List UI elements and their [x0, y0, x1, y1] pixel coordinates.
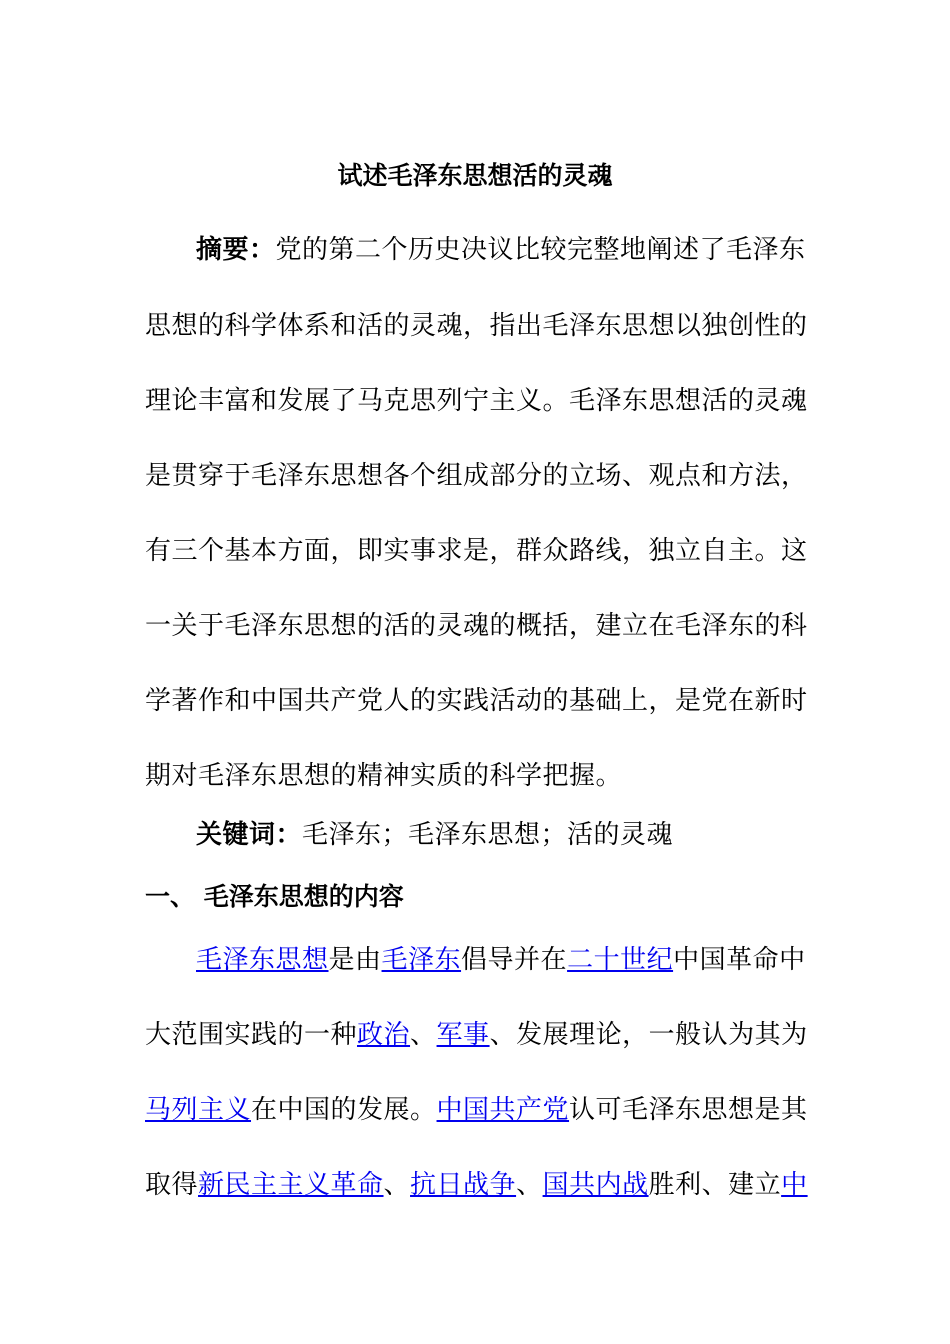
abstract-line-5: 有三个基本方面，即实事求是，群众路线，独立自主。这 — [145, 536, 808, 566]
link-anti-japanese-war[interactable]: 抗日战争 — [410, 1170, 517, 1200]
keywords-line — [196, 815, 810, 855]
text-span: 认可毛泽东思想是其 — [569, 1095, 808, 1125]
abstract-line-3: 理论丰富和发展了马克思列宁主义。毛泽东思想活的灵魂 — [145, 386, 808, 416]
abstract-line-6: 一关于毛泽东思想的活的灵魂的概括，建立在毛泽东的科 — [145, 611, 808, 641]
text-span: 、 — [410, 1020, 437, 1050]
text-span: 、 — [516, 1170, 543, 1200]
link-ccp[interactable]: 中国共产党 — [436, 1095, 570, 1125]
keywords-label: 关键词： — [196, 820, 303, 850]
abstract-label: 摘要： — [196, 235, 276, 265]
abstract-text-1: 党的第二个历史决议比较完整地阐述了毛泽东 — [275, 235, 806, 265]
abstract-line-2: 思想的科学体系和活的灵魂，指出毛泽东思想以独创性的 — [145, 311, 808, 341]
text-span: 中国革命中 — [673, 945, 806, 975]
link-mao[interactable]: 毛泽东 — [381, 945, 462, 975]
section-heading: 一、 毛泽东思想的内容 — [145, 882, 404, 911]
text-span: 在中国的发展。 — [251, 1095, 437, 1125]
keywords-text: 毛泽东；毛泽东思想；活的灵魂 — [302, 820, 674, 850]
text-span: 、 — [383, 1170, 411, 1200]
text-span: 、发展理论，一般认为其为 — [489, 1020, 808, 1050]
abstract-line-8: 期对毛泽东思想的精神实质的科学把握。 — [145, 761, 623, 791]
link-china-truncated[interactable]: 中 — [781, 1170, 808, 1200]
abstract-line-7: 学著作和中国共产党人的实践活动的基础上，是党在新时 — [145, 686, 808, 716]
paragraph-line-3 — [145, 1090, 810, 1130]
link-military[interactable]: 军事 — [436, 1020, 490, 1050]
abstract-line-1 — [196, 230, 810, 270]
text-span: 大范围实践的一种 — [145, 1020, 358, 1050]
link-politics[interactable]: 政治 — [357, 1020, 411, 1050]
document-title: 试述毛泽东思想活的灵魂 — [337, 161, 613, 190]
link-new-democratic-revolution[interactable]: 新民主主义革命 — [198, 1170, 384, 1200]
text-span: 倡导并在 — [461, 945, 568, 975]
link-20th-century[interactable]: 二十世纪 — [567, 945, 674, 975]
abstract-line-4: 是贯穿于毛泽东思想各个组成部分的立场、观点和方法， — [145, 461, 808, 491]
text-span: 是由 — [328, 945, 382, 975]
paragraph-line-1 — [196, 940, 810, 980]
text-span: 胜利、建立 — [648, 1170, 782, 1200]
paragraph-line-4 — [145, 1165, 810, 1205]
paragraph-line-2 — [145, 1015, 810, 1055]
link-mao-thought[interactable]: 毛泽东思想 — [196, 945, 329, 975]
link-marxism-leninism[interactable]: 马列主义 — [145, 1095, 252, 1125]
link-chinese-civil-war[interactable]: 国共内战 — [542, 1170, 649, 1200]
text-span: 取得 — [145, 1170, 199, 1200]
